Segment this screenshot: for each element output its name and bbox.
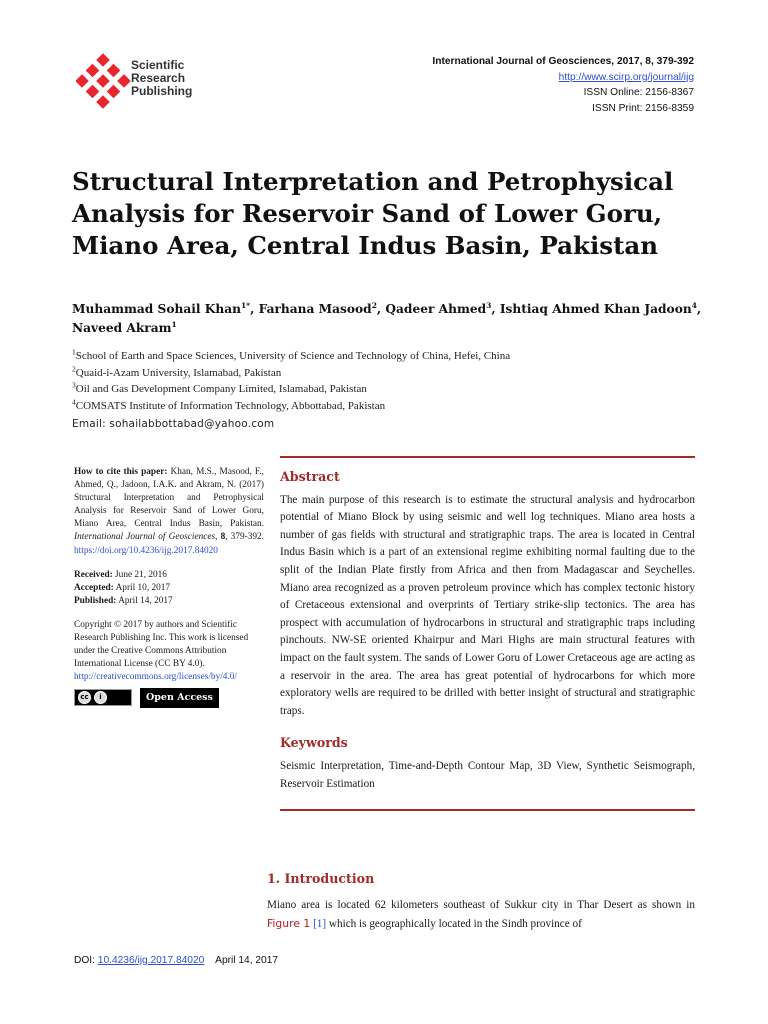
issn-print: ISSN Print: 2156-8359 <box>592 102 694 114</box>
open-access-badge: Open Access <box>140 688 219 707</box>
page-footer <box>74 955 278 966</box>
introduction-section <box>267 871 695 933</box>
author-name: Muhammad Sohail Khan <box>72 302 241 316</box>
logo-diamond <box>96 53 110 67</box>
footer-date: April 14, 2017 <box>215 955 279 966</box>
publisher-name-line: Publishing <box>131 84 193 98</box>
abstract-text: The main purpose of this research is to estimate the structural analysis and hydrocarbon potential of Miano Block by using seismic and well log techniques. Miano area hosts a number of gas fields with structural and stratigraphic traps. The area is located in Central Indus Basin which is a part of an extensional regime exhibiting normal faulting due to the split of the Indian Plate firstly from Africa and then from Madagascar and Seychelles. Miano area recognized as a proven petroleum province which has complex tectonic history of Cretaceous extensional and overprints of Tertiary strike-slip tectonics. The area has prospect with accumulation of hydrocarbons in structural and stratigraphic traps including pinchouts. NW-SE oriented Khairpur and Mari Highs are main structural features with impact on the fault system. The sands of Lower Goru of Lower Cretaceous age are acting as a reservoir in the area. The area has great potential of hydrocarbons for which more exploratory wells are required to be drilled with better insight of structural and stratigraphic traps. <box>280 493 695 717</box>
logo-diamond <box>96 74 110 88</box>
paper-title: Structural Interpretation and Petrophysical Analysis for Reservoir Sand of Lower Goru, Miano Area, Central Indus Basin, Pakistan <box>72 167 674 260</box>
intro-text-part: which is geographically located in the Sindh province of <box>326 917 582 930</box>
author-name: Ishtiaq Ahmed Khan Jadoon <box>499 302 692 316</box>
journal-header <box>432 54 694 116</box>
attribution-icon: i <box>94 691 107 704</box>
journal-url-link[interactable]: http://www.scirp.org/journal/ijg <box>558 71 694 83</box>
cc-icon: cc <box>78 691 91 704</box>
section-divider <box>280 456 695 458</box>
dates-block <box>74 569 264 608</box>
publisher-name-line: Scientific <box>131 58 185 72</box>
corresponding-email[interactable]: Email: sohailabbottabad@yahoo.com <box>72 418 275 430</box>
date-value: April 10, 2017 <box>115 582 171 593</box>
date-label: Accepted: <box>74 582 114 593</box>
abstract-heading: Abstract <box>280 469 340 484</box>
introduction-text <box>267 896 695 933</box>
keywords-heading: Keywords <box>280 735 348 751</box>
author-sup: 4 <box>691 300 697 310</box>
date-label: Received: <box>74 569 113 580</box>
cc-by-badge[interactable] <box>74 689 132 706</box>
doi-link[interactable]: 10.4236/ijg.2017.84020 <box>97 955 205 966</box>
issn-online: ISSN Online: 2156-8367 <box>583 87 694 98</box>
logo-diamond <box>86 64 100 78</box>
affiliations <box>72 348 712 433</box>
author-name: Naveed Akram <box>72 321 172 335</box>
keywords-text: Seismic Interpretation, Time-and-Depth Contour Map, 3D View, Synthetic Seismograph, Reservoir Estimation <box>280 759 695 790</box>
citation-volume: 8 <box>220 532 226 543</box>
author-list: Muhammad Sohail Khan$^{1*}$, Farhana Masood$^2$, Qadeer Ahmed$^3$, Ishtiaq Ahmed Khan Jadoon$^4$, Naveed Akram$^1$ <box>72 300 702 335</box>
citation-doi-link[interactable]: https://doi.org/10.4236/ijg.2017.84020 <box>74 545 218 556</box>
author-sup: 1* <box>240 300 251 310</box>
publisher-name-line: Research <box>131 71 186 85</box>
citation-pages: , 379-392. <box>225 532 264 543</box>
citation-label: How to cite this paper: <box>74 467 168 477</box>
logo-diamond <box>86 85 100 99</box>
license-block <box>74 619 264 708</box>
license-text: Copyright © 2017 by authors and Scientific Research Publishing Inc. This work is licensed under the Creative Commons Attribution International License (CC BY 4.0). <box>74 619 249 670</box>
intro-text-part: Miano area is located 62 kilometers southeast of Sukkur city in Thar Desert as shown in <box>267 899 695 911</box>
logo-diamond <box>107 85 121 99</box>
author-name: Qadeer Ahmed <box>385 302 487 316</box>
author-sup: 3 <box>486 300 492 310</box>
logo-diamond <box>107 64 121 78</box>
publisher-name <box>131 59 192 98</box>
author-name: Farhana Masood <box>258 302 372 316</box>
publisher-logo[interactable] <box>76 52 206 112</box>
date-value: June 21, 2016 <box>115 569 167 580</box>
journal-name: International Journal of Geosciences, 2017, 8, 379-392 <box>432 56 694 67</box>
citation-block: How to cite this paper: Khan, M.S., Masood, F., Ahmed, Q., Jadoon, I.A.K. and Akram, N. (2017) Structural Interpretation and Petrophysical Analysis for Reservoir Sand of Lower Goru, Miano Area, Central Indus Basin, Pakistan. International Journal of Geosciences, 8, 379-392. https://doi.org/10.4236/ijg.2017.84020 <box>74 467 264 556</box>
section-divider <box>280 809 695 811</box>
citation-1-link[interactable]: [1] <box>313 917 327 930</box>
affiliation: $^4$COMSATS Institute of Information Technology, Abbottabad, Pakistan <box>72 396 386 412</box>
affiliation: $^2$Quaid-i-Azam University, Islamabad, Pakistan <box>72 363 282 379</box>
date-label: Published: <box>74 595 117 606</box>
doi-label: DOI: <box>74 955 95 966</box>
introduction-heading: 1. Introduction <box>267 871 375 886</box>
badges <box>74 688 264 707</box>
license-link[interactable]: http://creativecommons.org/licenses/by/4.0/ <box>74 672 238 683</box>
affiliation: $^3$Oil and Gas Development Company Limited, Islamabad, Pakistan <box>72 380 367 395</box>
author-sup: 1 <box>171 319 177 329</box>
citation-journal: International Journal of Geosciences <box>74 532 216 543</box>
abstract-column <box>280 456 695 811</box>
author-sup: 2 <box>371 300 377 310</box>
date-value: April 14, 2017 <box>118 595 173 606</box>
figure-1-link[interactable]: Figure 1 <box>267 916 311 930</box>
article-info-sidebar <box>74 466 264 708</box>
diamond-grid-icon <box>76 52 132 112</box>
logo-diamond <box>76 74 89 88</box>
logo-diamond <box>96 95 110 109</box>
citation-text: Khan, M.S., Masood, F., Ahmed, Q., Jadoon, I.A.K. and Akram, N. (2017) Structural Interpretation and Petrophysical Analysis for Reservoir Sand of Lower Goru, Miano Area, Central Indus Basin, Pakistan. <box>74 467 264 530</box>
logo-diamond <box>117 74 131 88</box>
affiliation: $^1$School of Earth and Space Sciences, University of Science and Technology of China, Hefei, China <box>72 347 511 362</box>
